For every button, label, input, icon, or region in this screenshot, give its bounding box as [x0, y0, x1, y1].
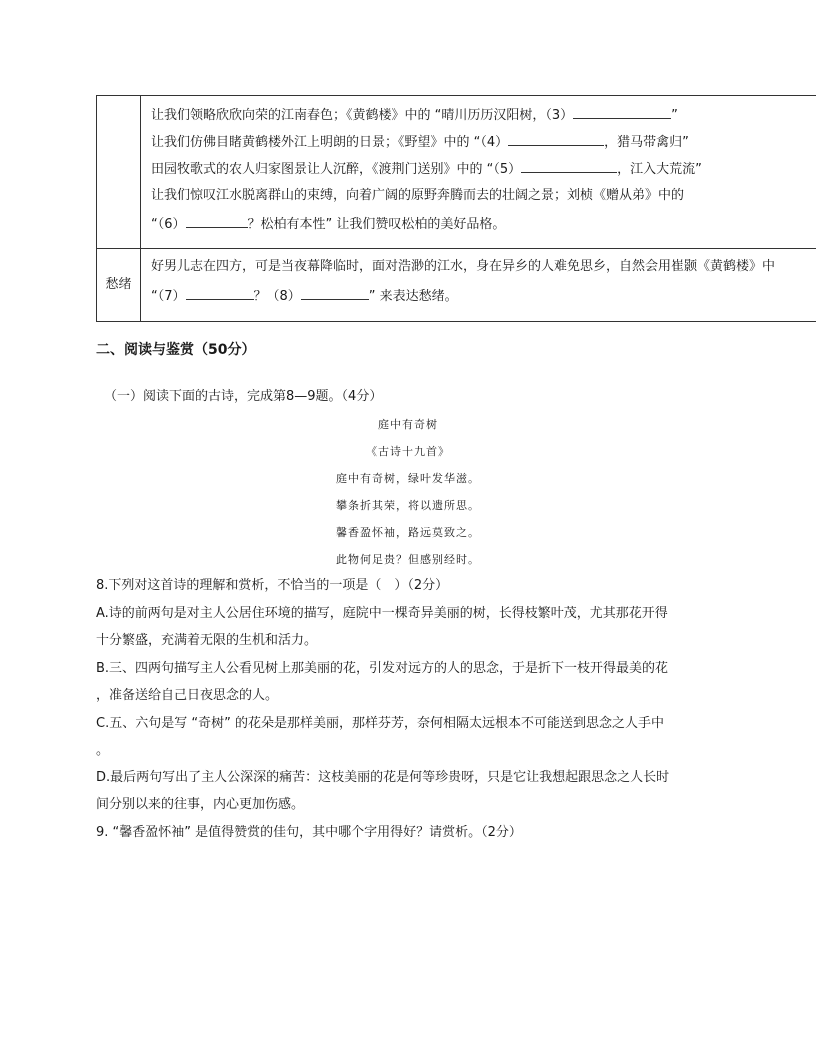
line-text: 田园牧歌式的农人归家图景让人沉醉，《渡荆门送别》中的 “（5）: [151, 162, 522, 177]
info-table: [96, 95, 816, 322]
line-text: ？（8）: [253, 289, 301, 304]
answer-blank[interactable]: [186, 215, 248, 228]
table-row: [97, 96, 816, 249]
fill-line-4: [151, 133, 689, 151]
answer-blank[interactable]: [521, 160, 617, 173]
line-text: ，江入大荒流”: [617, 162, 702, 177]
line-text: ？松柏有本性” 让我们赞叹松柏的美好品格。: [247, 217, 506, 232]
answer-blank[interactable]: [573, 106, 671, 119]
row-label-cell: [97, 96, 141, 248]
line-text: ” 来表达愁绪。: [368, 289, 458, 304]
answer-blank[interactable]: [301, 287, 369, 300]
option-a-cont: 十分繁盛，充满着无限的生机和活力。: [96, 633, 318, 648]
option-c-cont: 。: [96, 743, 110, 758]
poem-line: 庭中有奇树，绿叶发华滋。: [336, 472, 480, 485]
row-label: 愁绪: [105, 277, 132, 292]
option-b[interactable]: B.三、四两句描写主人公看见树上那美丽的花，引发对远方的人的思念，于是折下一枝开得最美的花: [96, 661, 669, 676]
poem-line: 此物何足贵？但感别经时。: [336, 553, 480, 566]
line-text: 让我们仿佛目睹黄鹤楼外江上明朗的日景；《野望》中的 “（4）: [151, 135, 509, 150]
poem-line: 馨香盈怀袖，路远莫致之。: [336, 526, 480, 539]
line-text: 让我们惊叹江水脱离群山的束缚，向着广阔的原野奔腾而去的壮阔之景；刘桢《赠从弟》中的: [151, 188, 685, 203]
line-text: ”: [671, 108, 678, 123]
poem-line: 攀条折其荣，将以遗所思。: [336, 499, 480, 512]
poem-source: 《古诗十九首》: [366, 445, 450, 458]
answer-blank[interactable]: [508, 133, 604, 146]
cell-text: 好男儿志在四方，可是当夜幕降临时，面对浩渺的江水，身在异乡的人难免思乡，自然会用崔颢《黄鹤楼》中: [151, 259, 776, 274]
section-title: 二、阅读与鉴赏（50分）: [96, 342, 256, 358]
line-text: 让我们领略欣欣向荣的江南春色；《黄鹤楼》中的 “晴川历历汉阳树，（3）: [151, 108, 574, 123]
fill-line-text: [151, 188, 684, 204]
fill-line-3: [151, 106, 678, 124]
question-8-stem: 8.下列对这首诗的理解和赏析，不恰当的一项是（ ）（2分）: [96, 578, 449, 593]
question-9: 9. “馨香盈怀袖” 是值得赞赏的佳句，其中哪个字用得好？请赏析。（2分）: [96, 825, 522, 840]
fill-line-6: [151, 215, 505, 233]
line-text: ，猎马带禽归”: [604, 135, 689, 150]
option-d[interactable]: D.最后两句写出了主人公深深的痛苦：这枝美丽的花是何等珍贵呀，只是它让我想起跟思念之人长时: [96, 770, 670, 785]
line-text: “（7）: [151, 289, 186, 304]
option-b-cont: ，准备送给自己日夜思念的人。: [96, 688, 279, 703]
option-c[interactable]: C.五、六句是写 “奇树” 的花朵是那样美丽，那样芬芳，奈何相隔太远根本不可能送到思念之人手中: [96, 716, 664, 731]
fill-line-7-8: [151, 287, 458, 305]
option-d-cont: 间分别以来的往事，内心更加伤感。: [96, 797, 305, 812]
table-row: [97, 249, 816, 321]
fill-line-5: [151, 160, 702, 178]
row-label-cell: [97, 249, 141, 321]
option-a[interactable]: A.诗的前两句是对主人公居住环境的描写，庭院中一棵奇异美丽的树，长得枝繁叶茂，尤其那花开得: [96, 606, 668, 621]
intro-text: （一）阅读下面的古诗，完成第8—9题。（4分）: [104, 389, 383, 404]
answer-blank[interactable]: [186, 287, 254, 300]
line-text: “（6）: [151, 217, 186, 232]
poem-title: 庭中有奇树: [378, 418, 438, 431]
